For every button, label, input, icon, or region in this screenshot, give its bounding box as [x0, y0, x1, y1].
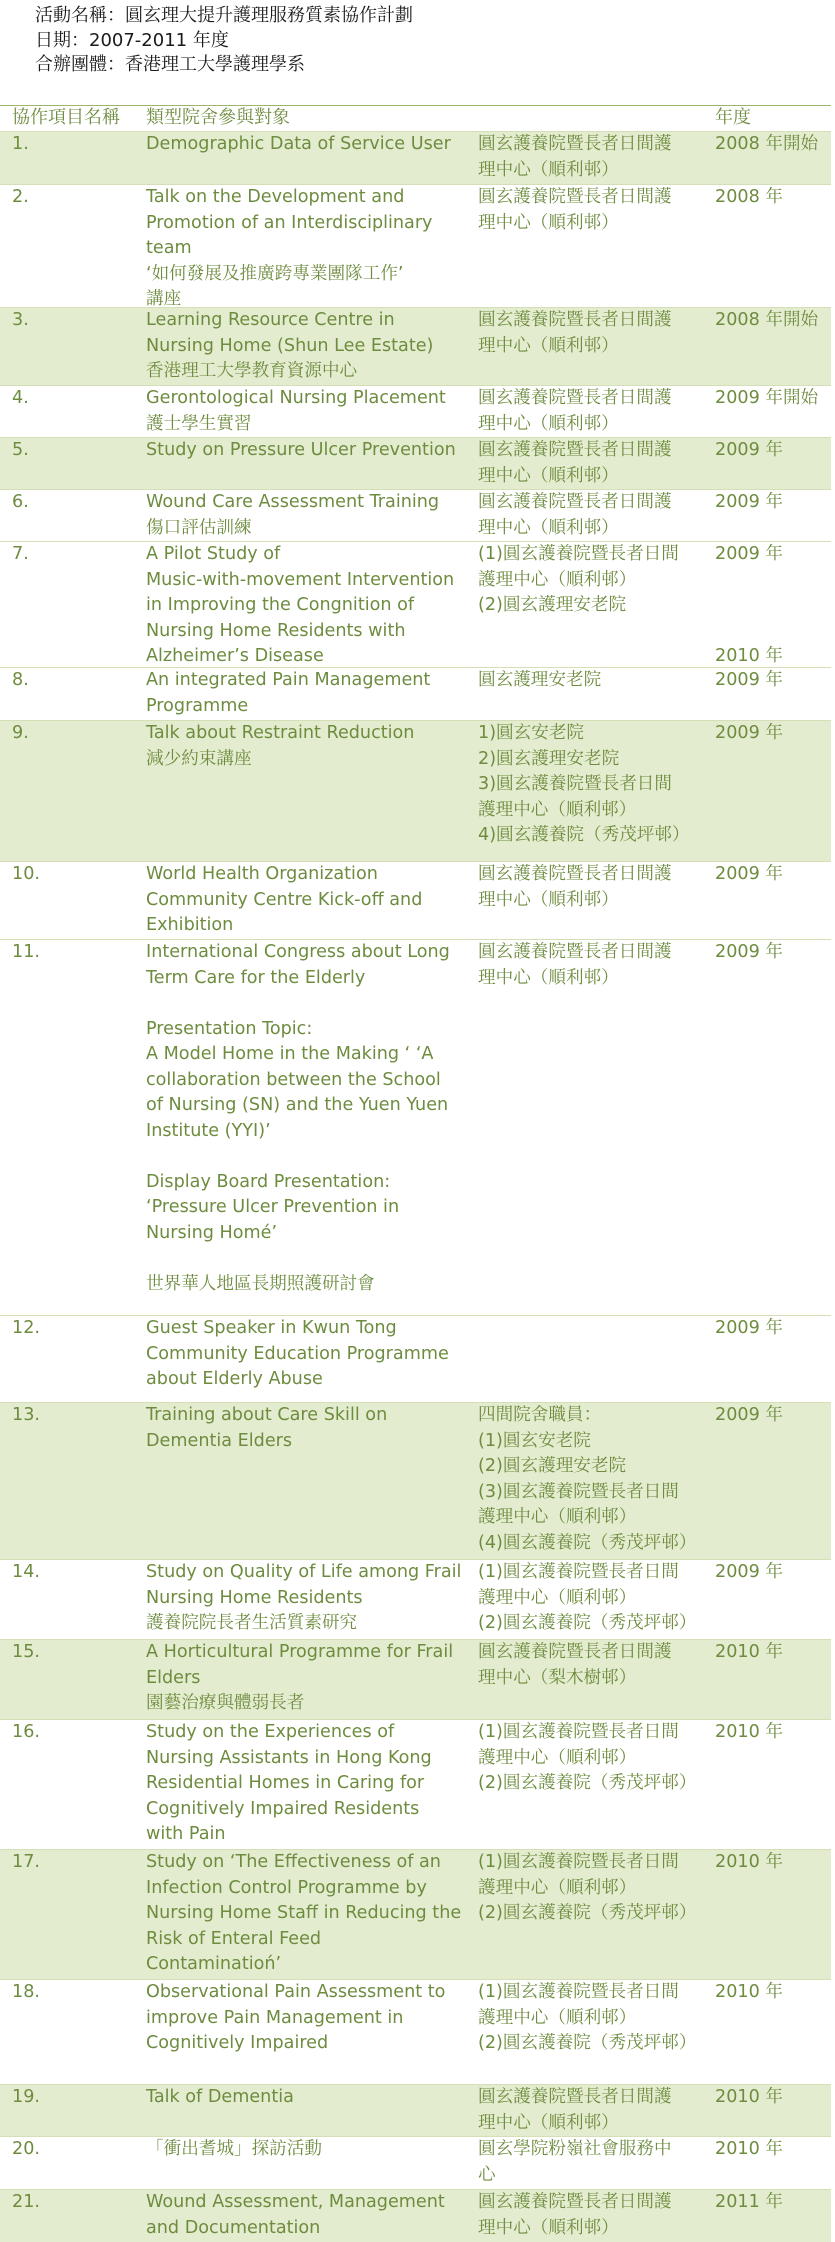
- column-header-project: 協作項目名稱: [12, 107, 120, 128]
- row-number: 5.: [12, 440, 29, 460]
- table-row: [0, 939, 831, 1315]
- column-header-type: 類型院舍參與對象: [146, 107, 290, 128]
- row-organizations: [478, 1316, 715, 1402]
- row-organizations: 1)圓玄安老院 2)圓玄護理安老院 3)圓玄護養院暨長者日間 護理中心（順利邨） 4)圓玄護養院（秀茂坪邨）: [478, 723, 690, 845]
- row-organizations: 四間院舍職員： (1)圓玄安老院 (2)圓玄護理安老院 (3)圓玄護養院暨長者日間 護理中心（順利邨） (4)圓玄護養院（秀茂坪邨）: [478, 1405, 697, 1553]
- row-year: 2009 年: [715, 492, 783, 512]
- row-number: 16.: [12, 1722, 40, 1742]
- table-row: [0, 1639, 831, 1719]
- row-year: 2008 年開始: [715, 134, 819, 154]
- row-title: Guest Speaker in Kwun Tong Community Education Programme about Elderly Abuse: [146, 1318, 449, 1389]
- row-number: 6.: [12, 492, 29, 512]
- row-title: Talk about Restraint Reduction 減少約束講座: [146, 723, 415, 769]
- row-number: 11.: [12, 942, 40, 962]
- row-organizations: 圓玄護養院暨長者日間護 理中心（順利邨）: [478, 864, 672, 910]
- row-organizations: 圓玄護養院暨長者日間護 理中心（順利邨）: [478, 187, 672, 233]
- row-year: 2009 年: [715, 440, 783, 460]
- row-year: 2009 年: [715, 723, 783, 743]
- row-number: 21.: [12, 2192, 40, 2212]
- row-number: 1.: [12, 134, 29, 154]
- row-year: 2009 年: [715, 864, 783, 884]
- row-number: 20.: [12, 2139, 40, 2159]
- row-title: A Horticultural Programme for Frail Elders 園藝治療與體弱長者: [146, 1642, 454, 1713]
- collaboration-table: [0, 105, 831, 2242]
- row-organizations: (1)圓玄護養院暨長者日間 護理中心（順利邨） (2)圓玄護理安老院: [478, 544, 679, 615]
- row-title: Training about Care Skill on Dementia Elders: [146, 1405, 388, 1451]
- row-organizations: (1)圓玄護養院暨長者日間 護理中心（順利邨） (2)圓玄護養院（秀茂坪邨）: [478, 1982, 697, 2053]
- table-row: [0, 541, 831, 667]
- row-organizations: 圓玄護養院暨長者日間護 理中心（順利邨）: [478, 2192, 672, 2238]
- table-row: [0, 1559, 831, 1639]
- table-row: [0, 1315, 831, 1402]
- table-row: [0, 131, 831, 184]
- row-title: World Health Organization Community Centre Kick-off and Exhibition: [146, 864, 423, 935]
- row-number: 17.: [12, 1852, 40, 1872]
- row-year: 2009 年: [715, 942, 783, 962]
- row-year: 2010 年: [715, 1852, 783, 1872]
- row-title: Study on ‘The Effectiveness of an Infection Control Programme by Nursing Home Staff in Reducing the Risk of Enteral Feed Contaminatioń’: [146, 1852, 462, 1974]
- row-title: International Congress about Long Term Care for the Elderly Presentation Topic: A Model Home in the Making ‘ ‘A collaboration between the School of Nursing (SN) and the Yuen Yuen Institute (YYI)’ Display Board Presentation: ‘Pressure Ulcer Prevention in Nursing Homé’ 世界華人地區長期照護研討會: [146, 942, 450, 1294]
- row-organizations: (1)圓玄護養院暨長者日間 護理中心（順利邨） (2)圓玄護養院（秀茂坪邨）: [478, 1722, 697, 1793]
- row-organizations: 圓玄護養院暨長者日間護 理中心（順利邨）: [478, 942, 672, 988]
- row-organizations: 圓玄護養院暨長者日間護 理中心（順利邨）: [478, 492, 672, 538]
- row-organizations: 圓玄學院粉嶺社會服務中 心: [478, 2139, 672, 2185]
- row-year: 2009 年: [715, 1318, 783, 1338]
- table-row: [0, 385, 831, 437]
- row-number: 4.: [12, 388, 29, 408]
- row-number: 12.: [12, 1318, 40, 1338]
- column-header-year: 年度: [715, 107, 751, 128]
- row-title: Demographic Data of Service User: [146, 134, 451, 154]
- organizer: 合辦團體：香港理工大學護理學系: [35, 54, 305, 75]
- row-organizations: 圓玄護養院暨長者日間護 理中心（順利邨）: [478, 310, 672, 356]
- table-row: [0, 2189, 831, 2242]
- row-title: Study on Quality of Life among Frail Nursing Home Residents 護養院院長者生活質素研究: [146, 1562, 462, 1633]
- table-row: [0, 1979, 831, 2084]
- table-row: [0, 437, 831, 489]
- row-year: 2010 年: [715, 1722, 783, 1742]
- table-row: [0, 2136, 831, 2189]
- table-header: [0, 105, 831, 131]
- row-organizations: 圓玄護養院暨長者日間護 理中心（順利邨）: [478, 388, 672, 434]
- row-year: 2009 年 2010 年: [715, 544, 783, 666]
- row-title: Wound Care Assessment Training 傷口評估訓練: [146, 492, 440, 538]
- row-organizations: 圓玄護養院暨長者日間護 理中心（順利邨）: [478, 134, 672, 180]
- row-year: 2010 年: [715, 2139, 783, 2159]
- table-row: [0, 489, 831, 541]
- row-year: 2008 年: [715, 187, 783, 207]
- row-year: 2010 年: [715, 2087, 783, 2107]
- row-organizations: 圓玄護養院暨長者日間護 理中心（梨木樹邨）: [478, 1642, 672, 1688]
- row-organizations: 圓玄護養院暨長者日間護 理中心（順利邨）: [478, 440, 672, 486]
- activity-date: 日期：2007-2011 年度: [35, 29, 229, 51]
- row-number: 9.: [12, 723, 29, 743]
- row-title: Talk of Dementia: [146, 2087, 294, 2107]
- table-row: [0, 861, 831, 939]
- row-year: 2010 年: [715, 1982, 783, 2002]
- row-number: 13.: [12, 1405, 40, 1425]
- row-organizations: 圓玄護理安老院: [478, 670, 602, 690]
- table-row: [0, 307, 831, 385]
- document-header: [0, 0, 835, 78]
- table-row: [0, 667, 831, 720]
- row-title: 「衝出耆城」探訪活動: [146, 2139, 322, 2159]
- row-title: Observational Pain Assessment to improve Pain Management in Cognitively Impaired: [146, 1982, 446, 2053]
- row-title: Wound Assessment, Management and Documentation: [146, 2192, 445, 2238]
- row-title: Study on Pressure Ulcer Prevention: [146, 440, 456, 460]
- row-title: Learning Resource Centre in Nursing Home (Shun Lee Estate) 香港理工大學教育資源中心: [146, 310, 434, 381]
- table-body: [0, 131, 831, 2242]
- table-row: [0, 1719, 831, 1849]
- row-number: 8.: [12, 670, 29, 690]
- row-title: Gerontological Nursing Placement 護士學生實習: [146, 388, 446, 434]
- row-year: 2010 年: [715, 1642, 783, 1662]
- row-year: 2011 年: [715, 2192, 783, 2212]
- row-number: 14.: [12, 1562, 40, 1582]
- activity-name: 活動名稱：圓玄理大提升護理服務質素協作計劃: [35, 5, 413, 26]
- row-title: An integrated Pain Management Programme: [146, 670, 431, 716]
- row-number: 19.: [12, 2087, 40, 2107]
- row-number: 18.: [12, 1982, 40, 2002]
- row-title: Study on the Experiences of Nursing Assistants in Hong Kong Residential Homes in Caring for Cognitively Impaired Residents with Pain: [146, 1722, 432, 1844]
- table-row: [0, 2084, 831, 2136]
- row-year: 2009 年: [715, 1562, 783, 1582]
- table-row: [0, 1849, 831, 1979]
- row-organizations: 圓玄護養院暨長者日間護 理中心（順利邨）: [478, 2087, 672, 2133]
- row-number: 7.: [12, 544, 29, 564]
- table-row: [0, 720, 831, 861]
- table-row: [0, 1402, 831, 1559]
- row-number: 2.: [12, 187, 29, 207]
- row-year: 2008 年開始: [715, 310, 819, 330]
- row-title: Talk on the Development and Promotion of an Interdisciplinary team ‘如何發展及推廣跨專業團隊工作’ 講座: [146, 187, 433, 309]
- row-number: 10.: [12, 864, 40, 884]
- row-number: 3.: [12, 310, 29, 330]
- row-title: A Pilot Study of Music-with-movement Intervention in Improving the Congnition of Nursing Home Residents with Alzheimer’s Disease: [146, 544, 455, 666]
- row-year: 2009 年開始: [715, 388, 819, 408]
- row-number: 15.: [12, 1642, 40, 1662]
- row-organizations: (1)圓玄護養院暨長者日間 護理中心（順利邨） (2)圓玄護養院（秀茂坪邨）: [478, 1562, 697, 1633]
- row-year: 2009 年: [715, 1405, 783, 1425]
- table-row: [0, 184, 831, 307]
- row-organizations: (1)圓玄護養院暨長者日間 護理中心（順利邨） (2)圓玄護養院（秀茂坪邨）: [478, 1852, 697, 1923]
- column-header-blank: [478, 106, 715, 131]
- row-year: 2009 年: [715, 670, 783, 690]
